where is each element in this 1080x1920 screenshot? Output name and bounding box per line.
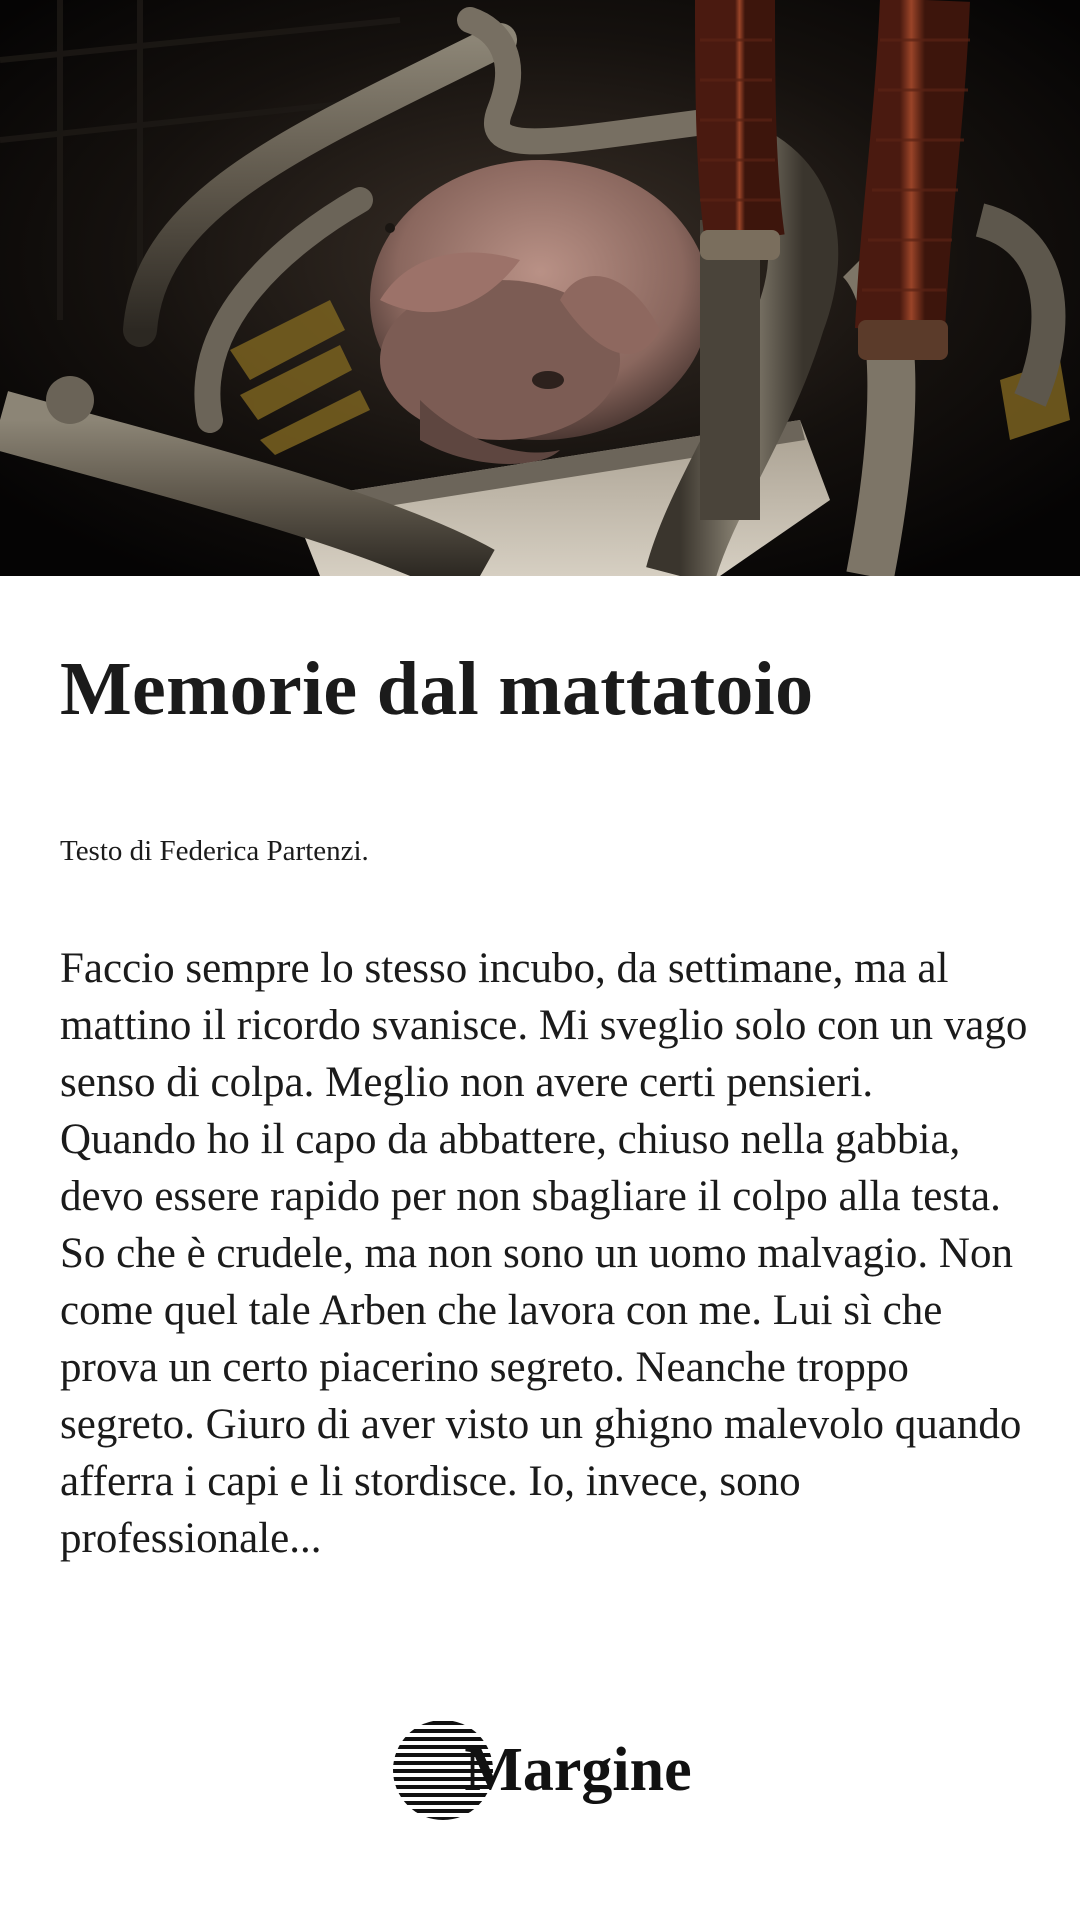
article-paragraph: Quando ho il capo da abbattere, chiuso nella gabbia, devo essere rapido per non sbagliare il colpo alla testa. So che è crudele, ma non sono un uomo malvagio. Non come quel tale Arben che lavora con me. Lui sì che prova un certo piacerino segreto. Neanche troppo segreto. Giuro di aver visto un ghigno malevolo quando afferra i capi e li stordisce. Io, invece, sono professionale... xyxy=(60,1116,1022,1562)
pig-in-cage-illustration xyxy=(0,0,1080,576)
article-body xyxy=(60,940,1030,1567)
brand-name: Margine xyxy=(464,1735,692,1804)
hero-photo xyxy=(0,0,1080,576)
brand-logo xyxy=(0,1710,1080,1830)
article-paragraph: Faccio sempre lo stesso incubo, da settimane, ma al mattino il ricordo svanisce. Mi sveglio solo con un vago senso di colpa. Meglio non avere certi pensieri. xyxy=(60,945,1028,1106)
article-title: Memorie dal mattatoio xyxy=(60,647,814,731)
article-byline: Testo di Federica Partenzi. xyxy=(60,835,369,867)
